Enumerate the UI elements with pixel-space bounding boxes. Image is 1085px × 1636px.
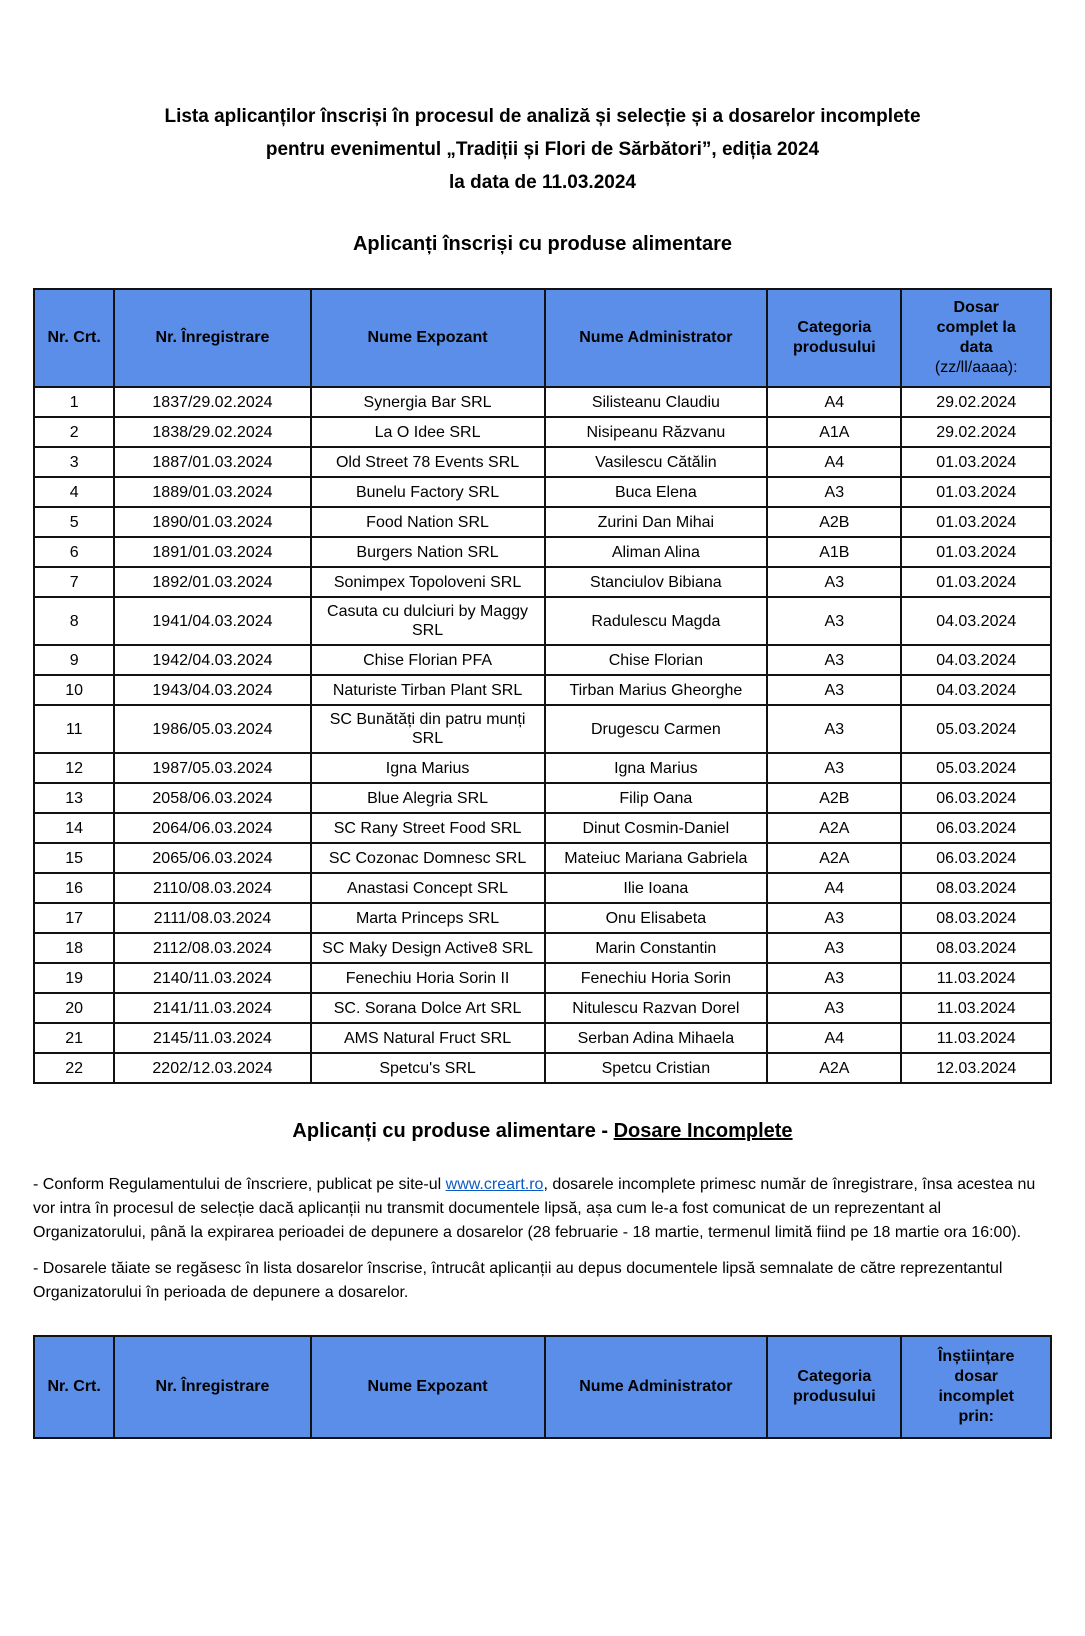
table-cell: 21 [34,1023,114,1053]
table-cell: Food Nation SRL [311,507,545,537]
table-cell: Casuta cu dulciuri by Maggy SRL [311,597,545,645]
column-header-nume-expozant: Nume Expozant [311,1336,545,1438]
table-cell: 04.03.2024 [901,675,1051,705]
table-cell: Spetcu Cristian [545,1053,768,1083]
table-row [34,903,1051,933]
table-cell: 1891/01.03.2024 [114,537,310,567]
column-header-nr-inregistrare: Nr. Înregistrare [114,1336,310,1438]
column-header-nr-crt: Nr. Crt. [34,1336,114,1438]
table-cell: 6 [34,537,114,567]
table-cell: A2B [767,507,901,537]
column-header-instiintare: Înștiințare dosar incomplet prin: [901,1336,1051,1438]
table-cell: 11.03.2024 [901,1023,1051,1053]
table-cell: 11 [34,705,114,753]
table-cell: 4 [34,477,114,507]
table-cell: 18 [34,933,114,963]
table-row [34,477,1051,507]
table-cell: Synergia Bar SRL [311,387,545,417]
registered-applicants-table [33,288,1052,1084]
table-cell: 20 [34,993,114,1023]
table-cell: 2141/11.03.2024 [114,993,310,1023]
table-cell: 2110/08.03.2024 [114,873,310,903]
table-cell: Nitulescu Razvan Dorel [545,993,768,1023]
table-row [34,387,1051,417]
table-cell: 01.03.2024 [901,537,1051,567]
table-cell: 13 [34,783,114,813]
table-cell: Burgers Nation SRL [311,537,545,567]
heading-incomplete-prefix: Aplicanți cu produse alimentare - [292,1120,614,1142]
table-cell: Stanciulov Bibiana [545,567,768,597]
table-row [34,447,1051,477]
table-cell: A3 [767,933,901,963]
column-header-date-format: (zz/ll/aaaa): [934,359,1018,376]
table-cell: 1892/01.03.2024 [114,567,310,597]
table-cell: Anastasi Concept SRL [311,873,545,903]
table-cell: 14 [34,813,114,843]
title-line-1: Lista aplicanților înscriși în procesul de analiză și selecție și a dosarelor incomplete [164,106,921,127]
table-cell: Buca Elena [545,477,768,507]
table-cell: 1942/04.03.2024 [114,645,310,675]
table-cell: 04.03.2024 [901,645,1051,675]
table-row [34,873,1051,903]
table-cell: 2111/08.03.2024 [114,903,310,933]
column-header-dosar-complet: Dosar complet la data (zz/ll/aaaa): [901,289,1051,387]
table-cell: Ilie Ioana [545,873,768,903]
table-cell: 5 [34,507,114,537]
table-cell: 10 [34,675,114,705]
table-cell: Sonimpex Topoloveni SRL [311,567,545,597]
table-cell: Igna Marius [545,753,768,783]
table-cell: A4 [767,387,901,417]
table-cell: 1887/01.03.2024 [114,447,310,477]
table-cell: 08.03.2024 [901,903,1051,933]
table-cell: 2112/08.03.2024 [114,933,310,963]
table-cell: 1986/05.03.2024 [114,705,310,753]
table-cell: SC Rany Street Food SRL [311,813,545,843]
table-cell: Silisteanu Claudiu [545,387,768,417]
heading-incomplete-underlined: Dosare Incomplete [613,1120,793,1142]
notes-section [33,1173,1052,1305]
table-row [34,993,1051,1023]
table-cell: 2064/06.03.2024 [114,813,310,843]
table-cell: 1941/04.03.2024 [114,597,310,645]
table-cell: A3 [767,675,901,705]
column-header-nume-administrator: Nume Administrator [545,289,768,387]
table-cell: Filip Oana [545,783,768,813]
note-regulation [33,1173,1052,1245]
table-cell: 08.03.2024 [901,873,1051,903]
section-heading-registered: Aplicanți înscriși cu produse alimentare [352,233,732,255]
table-cell: 11.03.2024 [901,993,1051,1023]
table-cell: 1943/04.03.2024 [114,675,310,705]
table-cell: Tirban Marius Gheorghe [545,675,768,705]
table-header-row [34,289,1051,387]
table-cell: 06.03.2024 [901,843,1051,873]
table-cell: AMS Natural Fruct SRL [311,1023,545,1053]
table-cell: A3 [767,963,901,993]
table-cell: La O Idee SRL [311,417,545,447]
table-cell: 1890/01.03.2024 [114,507,310,537]
table-cell: Dinut Cosmin-Daniel [545,813,768,843]
table-cell: Aliman Alina [545,537,768,567]
table-cell: 2 [34,417,114,447]
table-cell: 17 [34,903,114,933]
table-cell: 29.02.2024 [901,417,1051,447]
title-line-2: pentru evenimentul „Tradiții și Flori de Sărbători”, ediția 2024 [265,139,820,160]
column-header-nr-inregistrare: Nr. Înregistrare [114,289,310,387]
table-cell: 05.03.2024 [901,705,1051,753]
section-heading-incomplete [33,1120,1052,1143]
table-cell: 3 [34,447,114,477]
table-cell: 16 [34,873,114,903]
table-cell: SC. Sorana Dolce Art SRL [311,993,545,1023]
table-cell: A2A [767,813,901,843]
table-row [34,537,1051,567]
column-header-categoria: Categoria produsului [767,1336,901,1438]
column-header-nume-expozant: Nume Expozant [311,289,545,387]
table-cell: 19 [34,963,114,993]
registered-table-body [34,387,1051,1083]
table-cell: A4 [767,1023,901,1053]
note-crossed-files: - Dosarele tăiate se regăsesc în lista dosarelor înscrise, întrucât aplicanții au depus documentele lipsă semnalate de către reprezentantul Organizatorului în perioada de depunere a dosarelor. [33,1260,1003,1301]
table-cell: SC Cozonac Domnesc SRL [311,843,545,873]
table-cell: A3 [767,993,901,1023]
table-cell: 06.03.2024 [901,813,1051,843]
table-cell: 1838/29.02.2024 [114,417,310,447]
table-header-row [34,1336,1051,1438]
table-row [34,963,1051,993]
table-row [34,813,1051,843]
table-cell: Naturiste Tirban Plant SRL [311,675,545,705]
table-cell: Chise Florian [545,645,768,675]
table-cell: Onu Elisabeta [545,903,768,933]
table-row [34,1053,1051,1083]
table-row [34,645,1051,675]
table-cell: 1837/29.02.2024 [114,387,310,417]
table-cell: A3 [767,477,901,507]
table-cell: 2058/06.03.2024 [114,783,310,813]
document-title [33,100,1052,199]
table-cell: A3 [767,903,901,933]
note-regulation-suffix: , dosarele incomplete primesc număr de înregistrare, însa acestea nu vor intra în procesul de selecție dacă aplicanții nu transmit documentele lipsă, așa cum le-a fost comunicat de un reprezentant al Organizatorului, până la expirarea perioadei de depunere a dosarelor (28 februarie - 18 martie, termenul limită fiind pe 18 martie ora 16:00). [33,1176,1036,1241]
table-row [34,675,1051,705]
table-cell: 1987/05.03.2024 [114,753,310,783]
table-cell: 05.03.2024 [901,753,1051,783]
table-cell: Radulescu Magda [545,597,768,645]
table-cell: Spetcu's SRL [311,1053,545,1083]
table-row [34,705,1051,753]
table-cell: A2A [767,843,901,873]
table-cell: 11.03.2024 [901,963,1051,993]
table-cell: 15 [34,843,114,873]
note-regulation-prefix: - Conform Regulamentului de înscriere, publicat pe site-ul [33,1176,446,1193]
table-cell: 2140/11.03.2024 [114,963,310,993]
table-cell: 1 [34,387,114,417]
table-row [34,567,1051,597]
table-cell: 01.03.2024 [901,567,1051,597]
table-cell: 06.03.2024 [901,783,1051,813]
table-cell: A2B [767,783,901,813]
table-cell: Fenechiu Horia Sorin II [311,963,545,993]
table-cell: 12.03.2024 [901,1053,1051,1083]
table-cell: Serban Adina Mihaela [545,1023,768,1053]
incomplete-dossiers-table [33,1335,1052,1439]
table-cell: A1A [767,417,901,447]
table-cell: 04.03.2024 [901,597,1051,645]
table-cell: 01.03.2024 [901,447,1051,477]
table-row [34,507,1051,537]
table-row [34,783,1051,813]
table-cell: 22 [34,1053,114,1083]
table-cell: Igna Marius [311,753,545,783]
table-cell: A1B [767,537,901,567]
table-cell: 12 [34,753,114,783]
table-cell: Nisipeanu Răzvanu [545,417,768,447]
table-cell: A3 [767,705,901,753]
table-cell: 2202/12.03.2024 [114,1053,310,1083]
table-cell: 2065/06.03.2024 [114,843,310,873]
table-cell: Marta Princeps SRL [311,903,545,933]
table-row [34,753,1051,783]
table-cell: Marin Constantin [545,933,768,963]
table-cell: 7 [34,567,114,597]
table-cell: Drugescu Carmen [545,705,768,753]
table-cell: 8 [34,597,114,645]
table-cell: A3 [767,753,901,783]
table-cell: A4 [767,447,901,477]
table-cell: 01.03.2024 [901,477,1051,507]
table-cell: Zurini Dan Mihai [545,507,768,537]
table-cell: Chise Florian PFA [311,645,545,675]
table-cell: 29.02.2024 [901,387,1051,417]
column-header-nume-administrator: Nume Administrator [545,1336,768,1438]
table-row [34,417,1051,447]
table-cell: Mateiuc Mariana Gabriela [545,843,768,873]
table-cell: 1889/01.03.2024 [114,477,310,507]
creart-link[interactable]: www.creart.ro [445,1176,544,1193]
table-cell: Vasilescu Cătălin [545,447,768,477]
table-cell: 2145/11.03.2024 [114,1023,310,1053]
table-cell: Fenechiu Horia Sorin [545,963,768,993]
table-cell: 01.03.2024 [901,507,1051,537]
table-row [34,933,1051,963]
table-row [34,843,1051,873]
table-cell: SC Maky Design Active8 SRL [311,933,545,963]
title-line-3: la data de 11.03.2024 [449,172,636,193]
table-cell: A3 [767,645,901,675]
table-cell: A2A [767,1053,901,1083]
table-cell: A4 [767,873,901,903]
table-cell: SC Bunătăți din patru munți SRL [311,705,545,753]
table-cell: Bunelu Factory SRL [311,477,545,507]
table-cell: 9 [34,645,114,675]
table-cell: Blue Alegria SRL [311,783,545,813]
table-cell: A3 [767,567,901,597]
table-row [34,1023,1051,1053]
table-cell: 08.03.2024 [901,933,1051,963]
table-cell: A3 [767,597,901,645]
document-page [0,100,1085,1636]
table-cell: Old Street 78 Events SRL [311,447,545,477]
column-header-nr-crt: Nr. Crt. [34,289,114,387]
table-row [34,597,1051,645]
column-header-categoria: Categoria produsului [767,289,901,387]
